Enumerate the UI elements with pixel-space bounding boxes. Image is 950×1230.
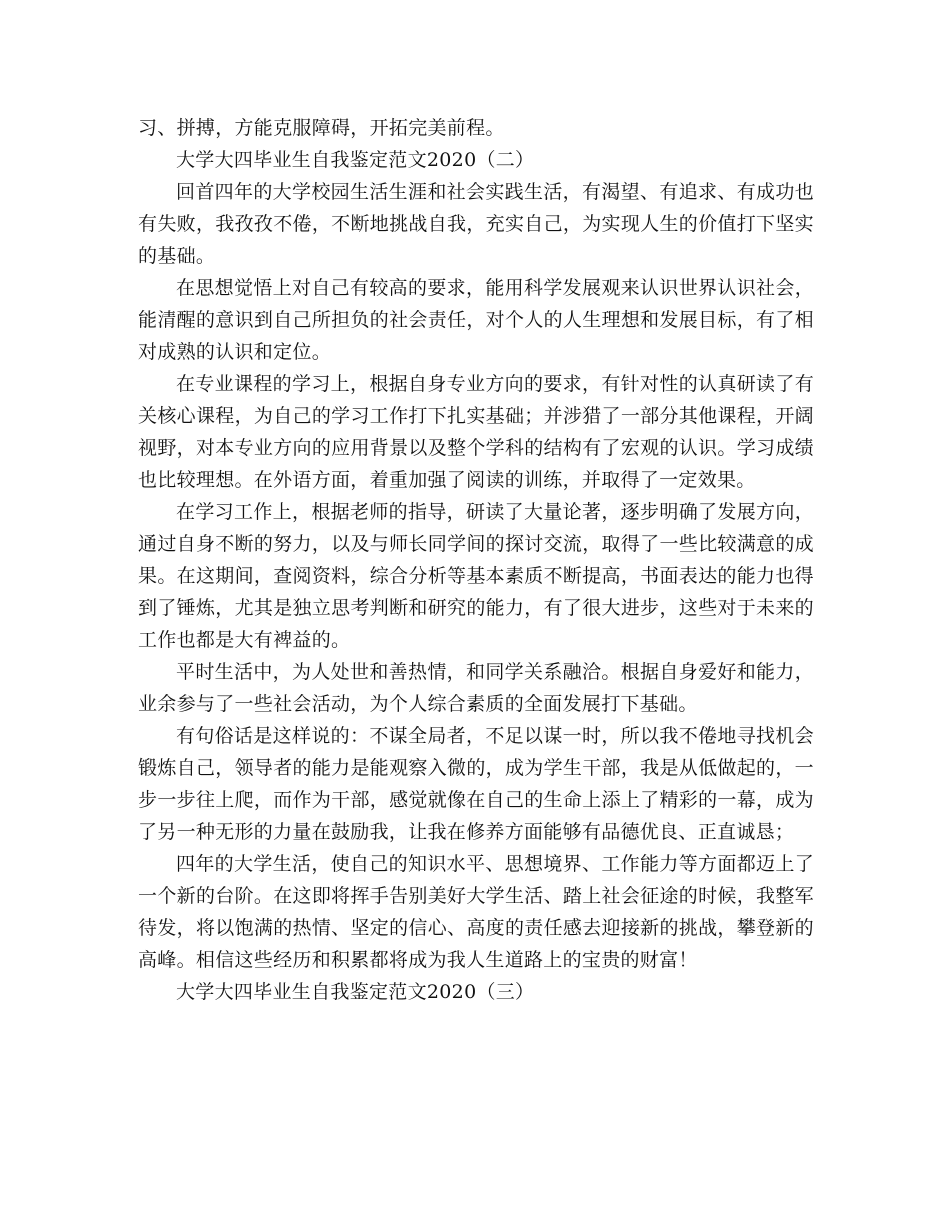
- section-two-title: 大学大四毕业生自我鉴定范文2020（二）: [176, 149, 535, 171]
- paragraph-4: 在学习工作上，根据老师的指导，研读了大量论著，逐步明确了发展方向，通过自身不断的努力，以及与师长同学间的探讨交流，取得了一些比较满意的成果。在这期间，查阅资料，综合分析等基本素质不断提高，书面表达的能力也得到了锤炼，尤其是独立思考判断和研究的能力，有了很大进步，这些对于未来的工作也都是大有裨益的。: [138, 501, 814, 651]
- paragraph-1: 回首四年的大学校园生活生涯和社会实践生活，有渴望、有追求、有成功也有失败，我孜孜不倦，不断地挑战自我，充实自己，为实现人生的价值打下坚实的基础。: [138, 181, 814, 267]
- paragraph-7: 四年的大学生活，使自己的知识水平、思想境界、工作能力等方面都迈上了一个新的台阶。在这即将挥手告别美好大学生活、踏上社会征途的时候，我整军待发，将以饱满的热情、坚定的信心、高度的责任感去迎接新的挑战，攀登新的高峰。相信这些经历和积累都将成为我人生道路上的宝贵的财富！: [138, 853, 814, 971]
- continued-paragraph: 习、拼搏，方能克服障碍，开拓完美前程。: [138, 117, 505, 139]
- section-three-title: 大学大四毕业生自我鉴定范文2020（三）: [176, 981, 535, 1003]
- paragraph-3: 在专业课程的学习上，根据自身专业方向的要求，有针对性的认真研读了有关核心课程，为自己的学习工作打下扎实基础；并涉猎了一部分其他课程，开阔视野，对本专业方向的应用背景以及整个学科的结构有了宏观的认识。学习成绩也比较理想。在外语方面，着重加强了阅读的训练，并取得了一定效果。: [138, 373, 814, 491]
- paragraph-6: 有句俗话是这样说的：不谋全局者，不足以谋一时，所以我不倦地寻找机会锻炼自己，领导者的能力是能观察入微的，成为学生干部，我是从低做起的，一步一步往上爬，而作为干部，感觉就像在自己的生命上添上了精彩的一幕，成为了另一种无形的力量在鼓励我，让我在修养方面能够有品德优良、正直诚恳；: [138, 725, 814, 843]
- paragraph-2: 在思想觉悟上对自己有较高的要求，能用科学发展观来认识世界认识社会，能清醒的意识到自己所担负的社会责任，对个人的人生理想和发展目标，有了相对成熟的认识和定位。: [138, 277, 814, 363]
- paragraph-5: 平时生活中，为人处世和善热情，和同学关系融洽。根据自身爱好和能力，业余参与了一些社会活动，为个人综合素质的全面发展打下基础。: [138, 661, 814, 715]
- document-page: [138, 112, 814, 1008]
